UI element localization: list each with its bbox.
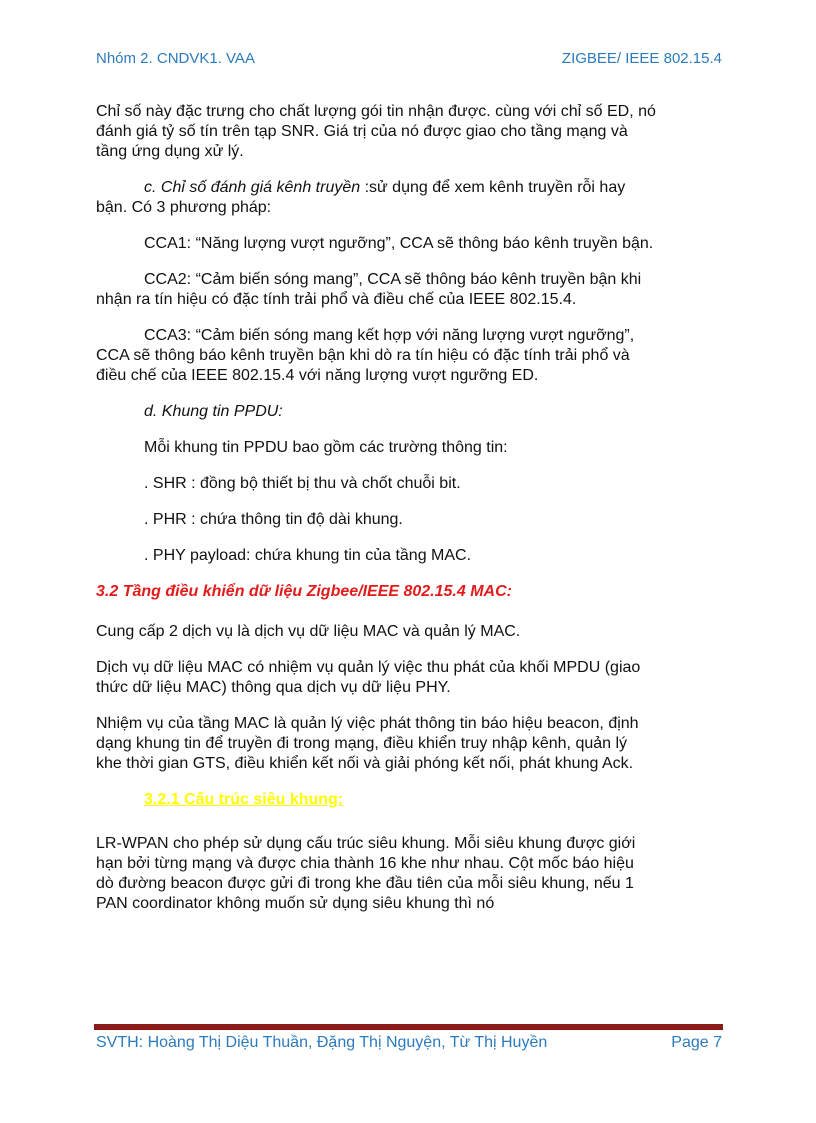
field-phr: . PHR : chứa thông tin độ dài khung. bbox=[144, 511, 403, 528]
paragraph-cca3: CCA3: “Cảm biến sóng mang kết hợp với năng lượng vượt ngưỡng”, CCA sẽ thông báo kênh truyền bận khi dò ra tín hiệu có đặc tính trải phổ và điều chế của IEEE 802.15.4 với năng lượng vượt ngưỡng ED. bbox=[96, 327, 635, 384]
paragraph-mac-services: Cung cấp 2 dịch vụ là dịch vụ dữ liệu MAC và quản lý MAC. bbox=[96, 623, 521, 640]
paragraph-ppdu-intro: Mỗi khung tin PPDU bao gồm các trường thông tin: bbox=[144, 439, 508, 456]
item-c-label: c. Chỉ số đánh giá kênh truyền bbox=[144, 179, 365, 196]
footer-authors: SVTH: Hoàng Thị Diệu Thuần, Đặng Thị Nguyện, Từ Thị Huyền bbox=[96, 1034, 548, 1051]
page-footer bbox=[96, 1034, 722, 1052]
paragraph-cca1: CCA1: “Năng lượng vượt ngưỡng”, CCA sẽ thông báo kênh truyền bận. bbox=[144, 235, 654, 252]
field-phy-payload: . PHY payload: chứa khung tin của tầng MAC. bbox=[144, 547, 472, 564]
paragraph-lqi: Chỉ số này đặc trưng cho chất lượng gói tin nhận được. cùng với chỉ số ED, nó đánh giá tỷ số tín trên tạp SNR. Giá trị của nó được giao cho tầng mạng và tầng ứng dụng xử lý. bbox=[96, 103, 656, 160]
item-d-label bbox=[96, 402, 656, 422]
page-body bbox=[96, 102, 656, 930]
footer-rule bbox=[94, 1024, 723, 1030]
paragraph-mac-duties: Nhiệm vụ của tầng MAC là quản lý việc phát thông tin báo hiệu beacon, định dạng khung tin để truyền đi trong mạng, điều khiển truy nhập kênh, quản lý khe thời gian GTS, điều khiển kết nối và giải phóng kết nối, phát khung Ack. bbox=[96, 715, 639, 772]
field-shr: . SHR : đồng bộ thiết bị thu và chốt chuỗi bit. bbox=[144, 475, 461, 492]
paragraph-cca2: CCA2: “Cảm biến sóng mang”, CCA sẽ thông báo kênh truyền bận khi nhận ra tín hiệu có đặc tính trải phổ và điều chế của IEEE 802.15.4. bbox=[96, 271, 642, 308]
subsection-title[interactable]: 3.2.1 Cấu trúc siêu khung: bbox=[144, 791, 344, 808]
paragraph-mac-data: Dịch vụ dữ liệu MAC có nhiệm vụ quản lý việc thu phát của khối MPDU (giao thức dữ liệu MAC) thông qua dịch vụ dữ liệu PHY. bbox=[96, 659, 641, 696]
item-c-text: :sử dụng để xem kênh truyền rỗi hay bận. Có 3 phương pháp: bbox=[96, 179, 626, 216]
page-header bbox=[96, 50, 722, 72]
page-number: Page 7 bbox=[671, 1034, 722, 1051]
paragraph-superframe: LR-WPAN cho phép sử dụng cấu trúc siêu khung. Mỗi siêu khung được giới hạn bởi từng mạng và được chia thành 16 khe như nhau. Cột mốc báo hiệu dò đường beacon được gửi đi trong khe đầu tiên của mỗi siêu khung, nếu 1 PAN coordinator không muốn sử dụng siêu khung thì nó bbox=[96, 835, 636, 912]
header-topic: ZIGBEE/ IEEE 802.15.4 bbox=[561, 50, 722, 67]
paragraph-cca-intro bbox=[96, 178, 656, 218]
section-title: 3.2 Tầng điều khiển dữ liệu Zigbee/IEEE 802.15.4 MAC: bbox=[96, 583, 512, 600]
item-d-label-text: d. Khung tin PPDU: bbox=[144, 403, 283, 420]
header-group: Nhóm 2. CNDVK1. VAA bbox=[96, 50, 255, 67]
subsection-heading bbox=[96, 790, 656, 810]
